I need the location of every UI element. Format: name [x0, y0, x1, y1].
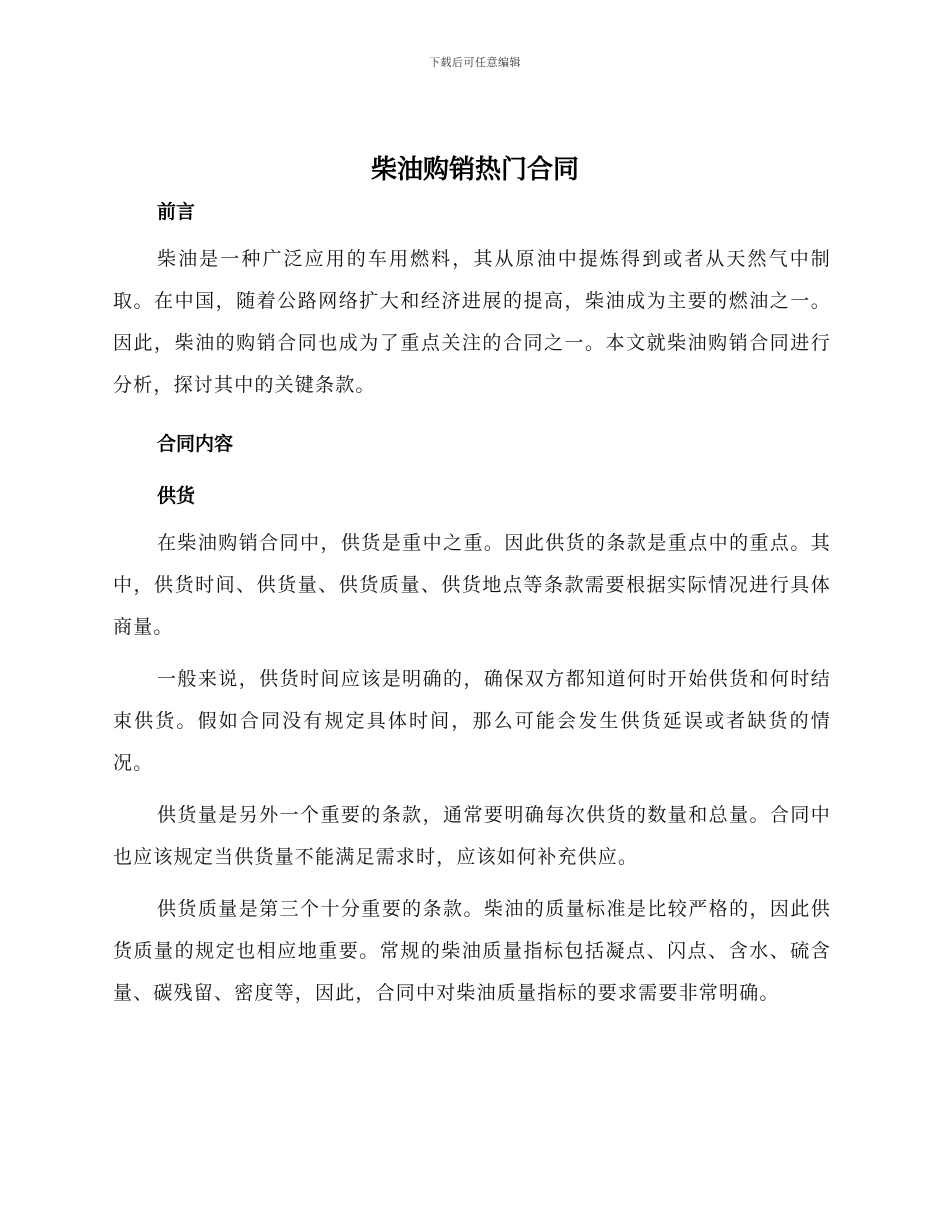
- preface-heading: 前言: [157, 201, 196, 223]
- supply-paragraph-3: 供货量是另外一个重要的条款，通常要明确每次供货的数量和总量。合同中也应该规定当供货量不能满足需求时，应该如何补充供应。: [113, 804, 831, 868]
- supply-paragraph-1: 在柴油购销合同中，供货是重中之重。因此供货的条款是重点中的重点。其中，供货时间、供货量、供货质量、供货地点等条款需要根据实际情况进行具体商量。: [113, 532, 831, 638]
- supply-paragraph-4: 供货质量是第三个十分重要的条款。柴油的质量标准是比较严格的，因此供货质量的规定也相应地重要。常规的柴油质量指标包括凝点、闪点、含水、硫含量、碳残留、密度等，因此，合同中对柴油质量指标的要求需要非常明确。: [113, 898, 831, 1004]
- supply-heading: 供货: [157, 485, 196, 507]
- header-note: 下载后可任意编辑: [429, 56, 521, 69]
- document-title: 柴油购销热门合同: [370, 155, 579, 185]
- document-body: [113, 192, 831, 1014]
- supply-paragraph-2: 一般来说，供货时间应该是明确的，确保双方都知道何时开始供货和何时结束供货。假如合同没有规定具体时间，那么可能会发生供货延误或者缺货的情况。: [113, 668, 831, 774]
- contract-content-heading: 合同内容: [157, 433, 234, 455]
- preface-paragraph: 柴油是一种广泛应用的车用燃料，其从原油中提炼得到或者从天然气中制取。在中国，随着公路网络扩大和经济进展的提高，柴油成为主要的燃油之一。因此，柴油的购销合同也成为了重点关注的合同之一。本文就柴油购销合同进行分析，探讨其中的关键条款。: [113, 248, 831, 396]
